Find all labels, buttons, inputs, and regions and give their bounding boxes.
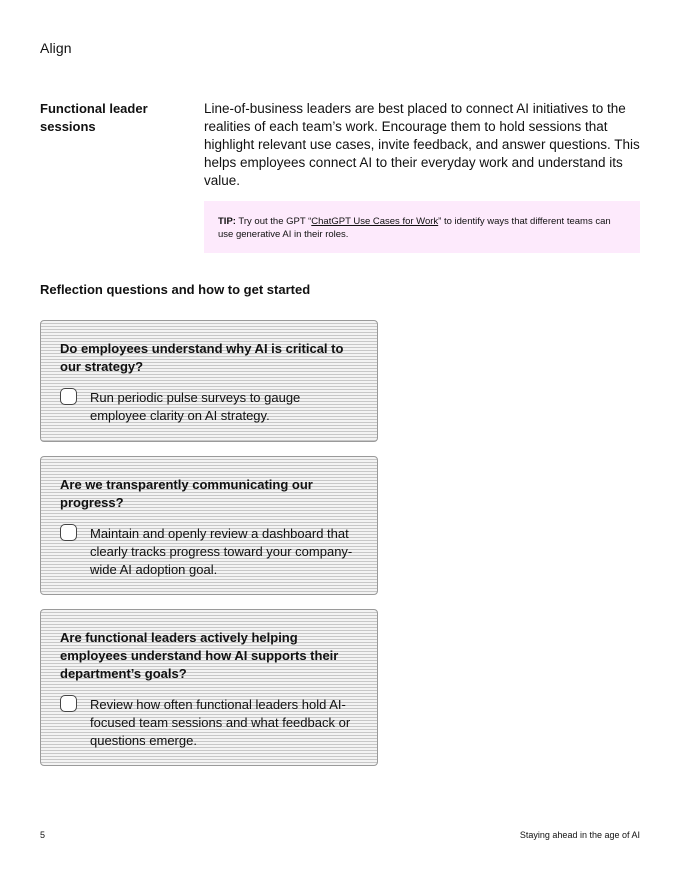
card-action: Run periodic pulse surveys to gauge employee clarity on AI strategy. bbox=[90, 390, 301, 423]
checkbox[interactable] bbox=[60, 524, 77, 541]
tip-callout bbox=[204, 201, 640, 253]
checkbox[interactable] bbox=[60, 388, 77, 405]
tip-label: TIP: bbox=[218, 216, 236, 227]
functional-leader-body: Line-of-business leaders are best placed to connect AI initiatives to the realities of each team’s work. Encourage them to hold sessions that highlight relevant use cases, invite feedback, and answer questions. This helps employees connect AI to their everyday work and understand its value. bbox=[204, 101, 640, 188]
footer-title: Staying ahead in the age of AI bbox=[519, 830, 640, 840]
card-question: Are we transparently communicating our progress? bbox=[60, 477, 313, 510]
checklist-item bbox=[60, 696, 359, 750]
checkbox[interactable] bbox=[60, 695, 77, 712]
reflection-card-2 bbox=[40, 456, 378, 595]
checklist-item bbox=[60, 525, 359, 579]
functional-leader-heading: Functional leader sessions bbox=[40, 101, 148, 134]
reflection-heading: Reflection questions and how to get started bbox=[40, 282, 311, 297]
tip-text-before: Try out the GPT “ bbox=[235, 216, 312, 227]
card-question: Do employees understand why AI is critical to our strategy? bbox=[60, 341, 344, 374]
card-action: Review how often functional leaders hold AI-focused team sessions and what feedback or questions emerge. bbox=[90, 697, 351, 748]
card-action: Maintain and openly review a dashboard that clearly tracks progress toward your company-wide AI adoption goal. bbox=[90, 526, 353, 577]
page-number: 5 bbox=[40, 830, 46, 840]
section-header: Align bbox=[40, 40, 72, 56]
reflection-card-3 bbox=[40, 609, 378, 766]
card-question: Are functional leaders actively helping employees understand how AI supports their department’s goals? bbox=[60, 630, 339, 681]
tip-gpt-link[interactable]: ChatGPT Use Cases for Work bbox=[311, 216, 439, 227]
checklist-item bbox=[60, 389, 359, 425]
reflection-card-1 bbox=[40, 320, 378, 442]
tip-text-after: ” to identify ways that different teams can use generative AI in their roles. bbox=[218, 216, 611, 240]
